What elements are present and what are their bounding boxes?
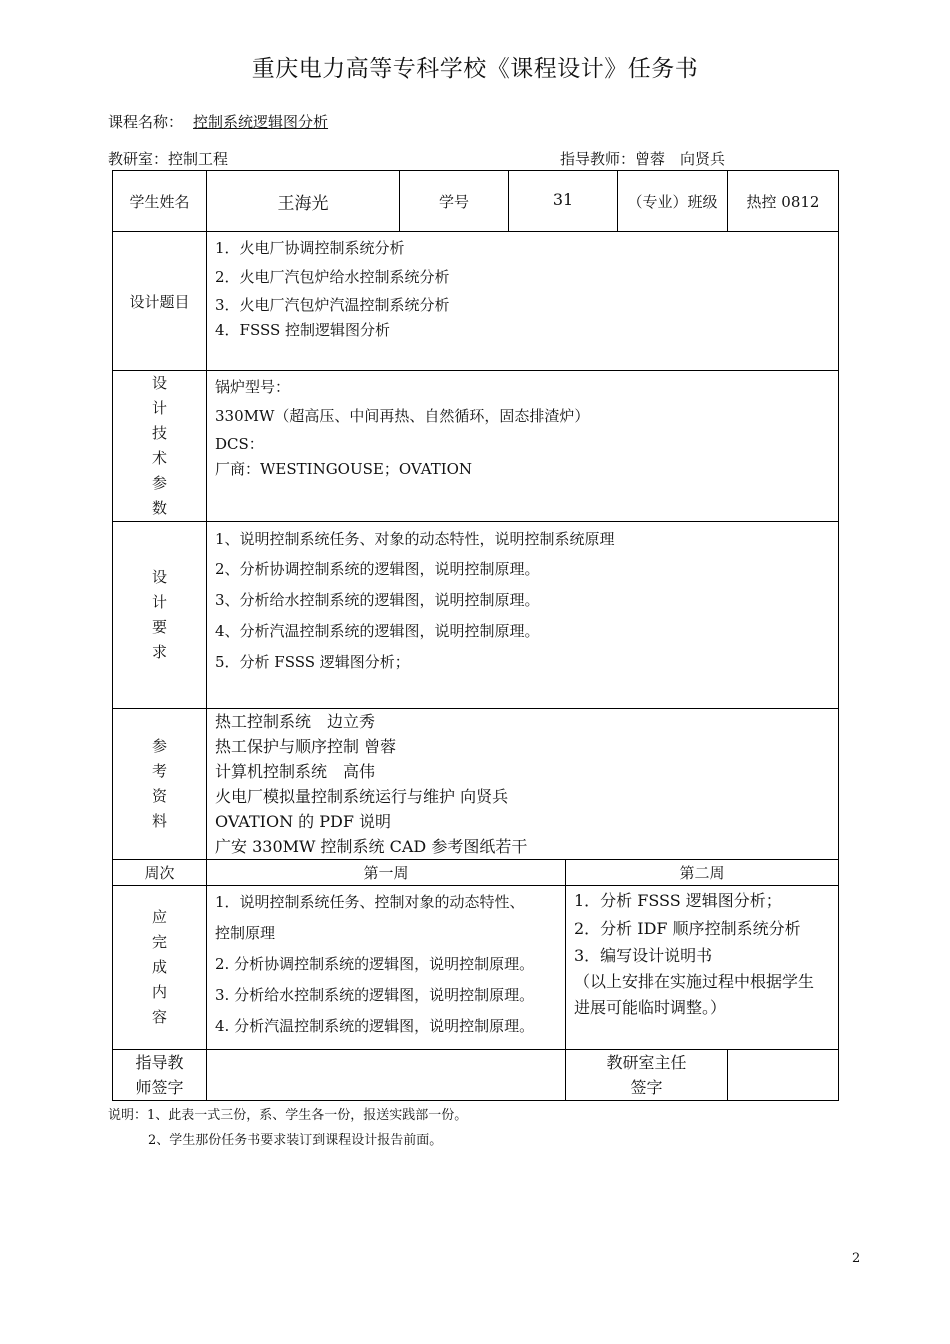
reference-item: 热工控制系统 边立秀	[215, 712, 376, 731]
signature-row	[113, 1050, 839, 1101]
course-line	[108, 111, 350, 132]
student-name-label: 学生姓名	[113, 171, 207, 232]
department-line	[108, 148, 228, 169]
requirement-item: 4、分析汽温控制系统的逻辑图，说明控制原理。	[215, 622, 540, 640]
class-label: （专业）班级	[618, 171, 728, 232]
requirement-item: 3、分析给水控制系统的逻辑图，说明控制原理。	[215, 591, 540, 609]
course-label: 课程名称：	[108, 113, 184, 131]
week2-item: （以上安排在实施过程中根据学生	[574, 972, 815, 991]
topics-row	[113, 232, 839, 371]
param-item: 锅炉型号：	[215, 378, 291, 396]
class-value: 热控 0812	[728, 171, 839, 232]
week2-item: 3．编写设计说明书	[574, 946, 713, 965]
requirement-item: 5．分析 FSSS 逻辑图分析；	[215, 653, 410, 671]
advisor-line	[560, 148, 725, 169]
week2-item: 2．分析 IDF 顺序控制系统分析	[574, 919, 801, 938]
schedule-content-label: 应 完 成 内 容	[113, 886, 207, 1050]
tech-params-list	[207, 371, 839, 522]
references-row	[113, 709, 839, 860]
course-value: 控制系统逻辑图分析	[193, 113, 329, 131]
reference-item: 计算机控制系统 高伟	[215, 762, 376, 781]
topic-item: 1．火电厂协调控制系统分析	[215, 239, 405, 257]
student-name-value: 王海光	[207, 171, 400, 232]
week-label: 周次	[113, 860, 207, 886]
student-id-value: 31	[509, 171, 618, 232]
week1-item: 控制原理	[215, 924, 276, 942]
topic-item: 3．火电厂汽包炉汽温控制系统分析	[215, 296, 450, 314]
week1-items	[207, 886, 566, 1050]
head-signature-field	[728, 1050, 839, 1101]
requirement-item: 1、说明控制系统任务、对象的动态特性，说明控制系统原理	[215, 530, 615, 548]
reference-item: OVATION 的 PDF 说明	[215, 812, 392, 831]
requirements-list	[207, 522, 839, 709]
topics-label: 设计题目	[113, 232, 207, 371]
week1-item: 4. 分析汽温控制系统的逻辑图，说明控制原理。	[215, 1017, 535, 1035]
reference-item: 热工保护与顺序控制 曾蓉	[215, 737, 397, 756]
student-row	[113, 171, 839, 232]
tech-params-row	[113, 371, 839, 522]
reference-item: 火电厂模拟量控制系统运行与维护 向贤兵	[215, 787, 509, 806]
note-line-1: 说明：1、此表一式三份，系、学生各一份，报送实践部一份。	[108, 1108, 468, 1123]
requirements-label: 设 计 要 求	[113, 522, 207, 709]
advisor-signature-field	[207, 1050, 566, 1101]
week2-items	[566, 886, 839, 1050]
week-header-row	[113, 860, 839, 886]
head-signature-label: 教研室主任 签字	[566, 1050, 728, 1101]
requirements-row	[113, 522, 839, 709]
note-line-2: 2、学生那份任务书要求装订到课程设计报告前面。	[148, 1133, 443, 1148]
week2-item: 进展可能临时调整。）	[574, 998, 727, 1017]
week1-item: 3. 分析给水控制系统的逻辑图，说明控制原理。	[215, 986, 535, 1004]
week2-item: 1．分析 FSSS 逻辑图分析；	[574, 891, 782, 910]
week1-item: 1．说明控制系统任务、控制对象的动态特性、	[215, 893, 525, 911]
topic-item: 2．火电厂汽包炉给水控制系统分析	[215, 268, 450, 286]
department-value: 控制工程	[168, 150, 229, 168]
param-item: 330MW（超高压、中间再热、自然循环，固态排渣炉）	[215, 407, 590, 425]
references-label: 参 考 资 料	[113, 709, 207, 860]
week1-label: 第一周	[207, 860, 566, 886]
param-item: DCS：	[215, 435, 264, 453]
student-id-label: 学号	[400, 171, 509, 232]
schedule-content-row	[113, 886, 839, 1050]
param-item: 厂商：WESTINGOUSE；OVATION	[215, 460, 473, 478]
requirement-item: 2、分析协调控制系统的逻辑图，说明控制原理。	[215, 560, 540, 578]
page-number: 2	[852, 1251, 861, 1266]
document-title: 重庆电力高等专科学校《课程设计》任务书	[251, 56, 699, 82]
reference-item: 广安 330MW 控制系统 CAD 参考图纸若干	[215, 837, 528, 856]
advisor-label: 指导教师：	[560, 150, 636, 168]
department-label: 教研室：	[108, 150, 169, 168]
advisor-signature-label: 指导教 师签字	[113, 1050, 207, 1101]
tech-params-label: 设 计 技 术 参 数	[113, 371, 207, 522]
topics-list	[207, 232, 839, 371]
task-table	[112, 170, 839, 1101]
references-list	[207, 709, 839, 860]
topic-item: 4．FSSS 控制逻辑图分析	[215, 321, 391, 339]
week2-label: 第二周	[566, 860, 839, 886]
week1-item: 2. 分析协调控制系统的逻辑图，说明控制原理。	[215, 955, 535, 973]
advisor-value: 曾蓉 向贤兵	[635, 150, 726, 168]
